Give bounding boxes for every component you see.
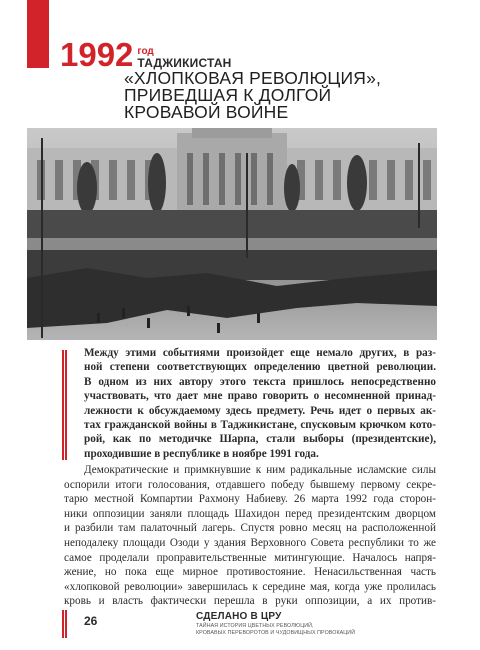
footer-red-bar [62,610,67,638]
lead-line: В одном из них автору этого текста пришлось непосредственно [84,375,436,388]
body-paragraph [64,463,436,609]
chapter-red-bar [27,0,49,68]
lead-line: проходившие в республике в ноябре 1991 года. [84,447,319,460]
chapter-headline [124,70,424,121]
body-line: и разбили там палаточный лагерь. Спустя ровно месяц на расположенной [64,522,436,535]
lead-line: ной степени соответствующих определению цветной революции. [84,361,436,374]
lead-line: участвовать, что дает мне право говорить о несомненной принад- [84,390,436,403]
body-line: Демократические и примкнувшие к ним радикальные исламские силы [84,464,436,476]
lead-line: рой, как по методичке Шарпа, стали выборы (президентские), [84,433,436,446]
book-subtitle [196,623,436,636]
headline-line: «ХЛОПКОВАЯ РЕВОЛЮЦИЯ», [124,68,382,88]
headline-line: КРОВАВОЙ ВОЙНЕ [124,102,289,122]
chapter-header [60,32,232,72]
page-number: 26 [84,614,98,628]
photo-crowd-square [27,128,437,340]
headline-line: ПРИВЕДШАЯ К ДОЛГОЙ [124,85,332,105]
lead-paragraph [84,346,436,461]
historical-photo [27,128,437,340]
chapter-country: ТАДЖИКИСТАН [137,56,232,70]
book-subtitle-line: ТАЙНАЯ ИСТОРИЯ ЦВЕТНЫХ РЕВОЛЮЦИЙ, [196,623,314,629]
body-line: «хлопковой революции» завершилась к середине мая, когда уже пролилась кровь и власть фактически перешла в руки оппозиции, а их против- [64,580,436,608]
body-line: ники оппозиции заняли площадь Шахидон перед президентским дворцом [64,507,436,520]
lead-red-bar [62,350,67,460]
chapter-year: 1992 [60,36,134,73]
lead-line: Между этими событиями произойдет еще немало других, в раз- [84,347,436,359]
body-line: самое проделали проправительственные митингующие. Началось напря- [64,551,436,564]
body-line: оспорили итоги голосования, отдавшего победу бывшему первому секре- [64,478,436,491]
book-subtitle-line: КРОВАВЫХ ПЕРЕВОРОТОВ И ЧУДОВИЩНЫХ ПРОВОКАЦИЙ [196,629,356,636]
year-suffix: год [137,46,154,57]
lead-line: лежности к обсуждаемому здесь предмету. Речь идет о первых ак- [84,404,436,417]
lead-line: тах гражданской войны в Таджикистане, спусковым крючком кото- [84,419,436,432]
body-line: тарю местной Компартии Рахмону Набиеву. 26 марта 1992 года сторон- [64,493,436,506]
body-line: неподалеку площади Озоди у здания Верховного Совета республики то же [64,536,436,549]
book-title: СДЕЛАНО В ЦРУ [196,611,282,622]
body-line: жение, но пока еще мирное противостояние. Ненасильственная часть [64,566,436,579]
